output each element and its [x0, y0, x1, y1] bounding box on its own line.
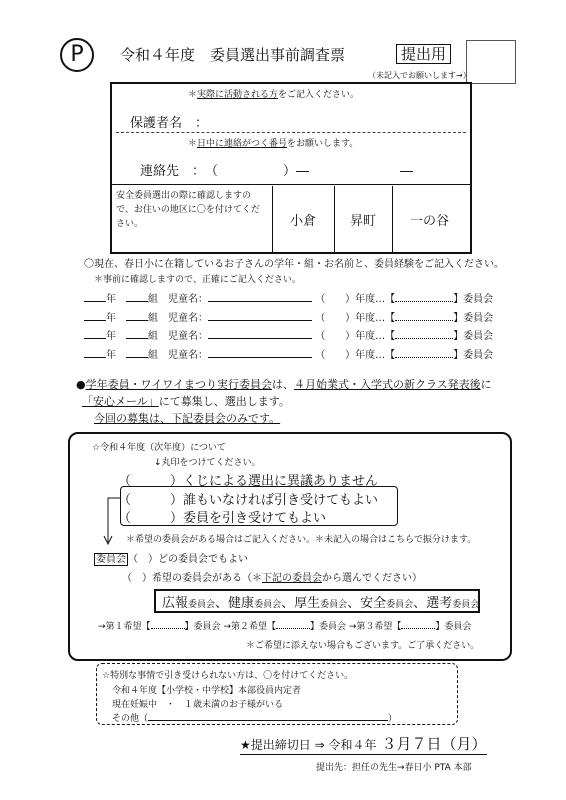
notice-line-1: ●学年委員・ワイワイまつり実行委員会は、４月始業式・入学式の新クラス発表後に [76, 378, 492, 391]
district-note: 安全委員選出の際に確認しますので、お住いの地区に〇を付けてください。 [116, 191, 260, 229]
special-officer[interactable]: 令和４年度【小学校・中学校】本部役員内定者 [112, 686, 302, 696]
footer-submit-to: 提出先：担任の先生→春日小 PTA 本部 [316, 763, 472, 773]
district-separator [272, 186, 273, 252]
district-separator [392, 186, 393, 252]
child-row[interactable]: 年 組 児童名： （ ）年度…【 】委員会 [84, 346, 493, 361]
guardian-name-label: 保護者名 ： [130, 116, 209, 131]
notice-line-3: 今回の募集は、下記委員会のみです。 [94, 412, 281, 425]
contact-instruction: ＊日中に連絡がつく番号をお願いします。 [188, 139, 359, 149]
form-divider [112, 184, 470, 185]
committee-choice-1[interactable]: 委員会 （ ）どの委員会でもよい [96, 554, 248, 565]
district-separator [334, 186, 335, 252]
district-ogura[interactable]: 小倉 [290, 214, 317, 229]
committee-label: 委員会 [96, 554, 126, 565]
wish-entries[interactable]: →第１希望【 】委員会 →第２希望【 】委員会 →第３希望【 】委員会 [98, 622, 472, 632]
child-row[interactable]: 年 組 児童名： （ ）年度…【 】委員会 [84, 327, 493, 342]
stamp-box [466, 40, 516, 84]
district-ichinotani[interactable]: 一の谷 [410, 214, 450, 229]
contact-field[interactable]: 連絡先 ： （ ）― ― [140, 164, 414, 179]
survey-disclaimer: ＊ご希望に添えない場合もございます。ご了承ください。 [246, 641, 480, 651]
child-row[interactable]: 年 組 児童名： （ ）年度…【 】委員会 [84, 290, 493, 305]
guardian-instruction: ＊実際に活動される方をご記入ください。 [188, 90, 360, 100]
committee-list: 広報委員会、健康委員会、厚生委員会、安全委員会、選考委員会 [162, 596, 480, 611]
child-row[interactable]: 年 組 児童名： （ ）年度…【 】委員会 [84, 309, 493, 324]
guardian-divider [116, 132, 466, 133]
down-arrow-icon [96, 496, 124, 548]
special-pregnancy[interactable]: 現在妊娠中 ・ １歳未満のお子様がいる [112, 700, 284, 710]
children-intro: 〇現在、春日小に在籍しているお子さんの学年・組・お名前と、委員経験をご記入ください。 [84, 259, 504, 270]
notice-line-2: 「安心メール」にて募集し、選出します。 [82, 395, 290, 408]
special-other[interactable]: その他（ ） [112, 714, 398, 724]
page-title: 令和４年度 委員選出事前調査票 [120, 46, 346, 64]
survey-arrow-note: ↓丸印をつけてください。 [154, 458, 261, 468]
deadline: ★提出締切日 ⇒ 令和４年 ３月７日（月） [240, 735, 487, 753]
special-title: ☆特別な事情で引き受けられない方は、〇を付けてください。 [102, 671, 354, 681]
stamp-note: （未記入でお願いします→） [368, 71, 471, 80]
committee-choice-2[interactable]: （ ）希望の委員会がある（＊下記の委員会から選んでください） [122, 573, 422, 584]
children-sub-note: ＊事前に確認しますので、正確にご記入ください。 [94, 275, 301, 285]
p-mark-icon: P [60, 38, 94, 72]
submit-copy-label: 提出用 [396, 44, 451, 64]
option-lottery[interactable]: （ ）くじによる選出に異議ありません [118, 474, 379, 489]
option-accept[interactable]: （ ）委員を引き受けてもよい [118, 511, 327, 526]
guardian-name-field[interactable] [202, 112, 462, 130]
district-noboricho[interactable]: 昇町 [350, 214, 377, 229]
survey-intro: ☆令和４年度（次年度）について [92, 443, 226, 453]
option-if-none[interactable]: （ ）誰もいなければ引き受けてもよい [118, 493, 379, 508]
guardian-form-table [110, 82, 472, 254]
wish-note: ＊希望の委員会がある場合はご記入ください。＊未記入の場合はこちらで振分けます。 [126, 535, 477, 545]
